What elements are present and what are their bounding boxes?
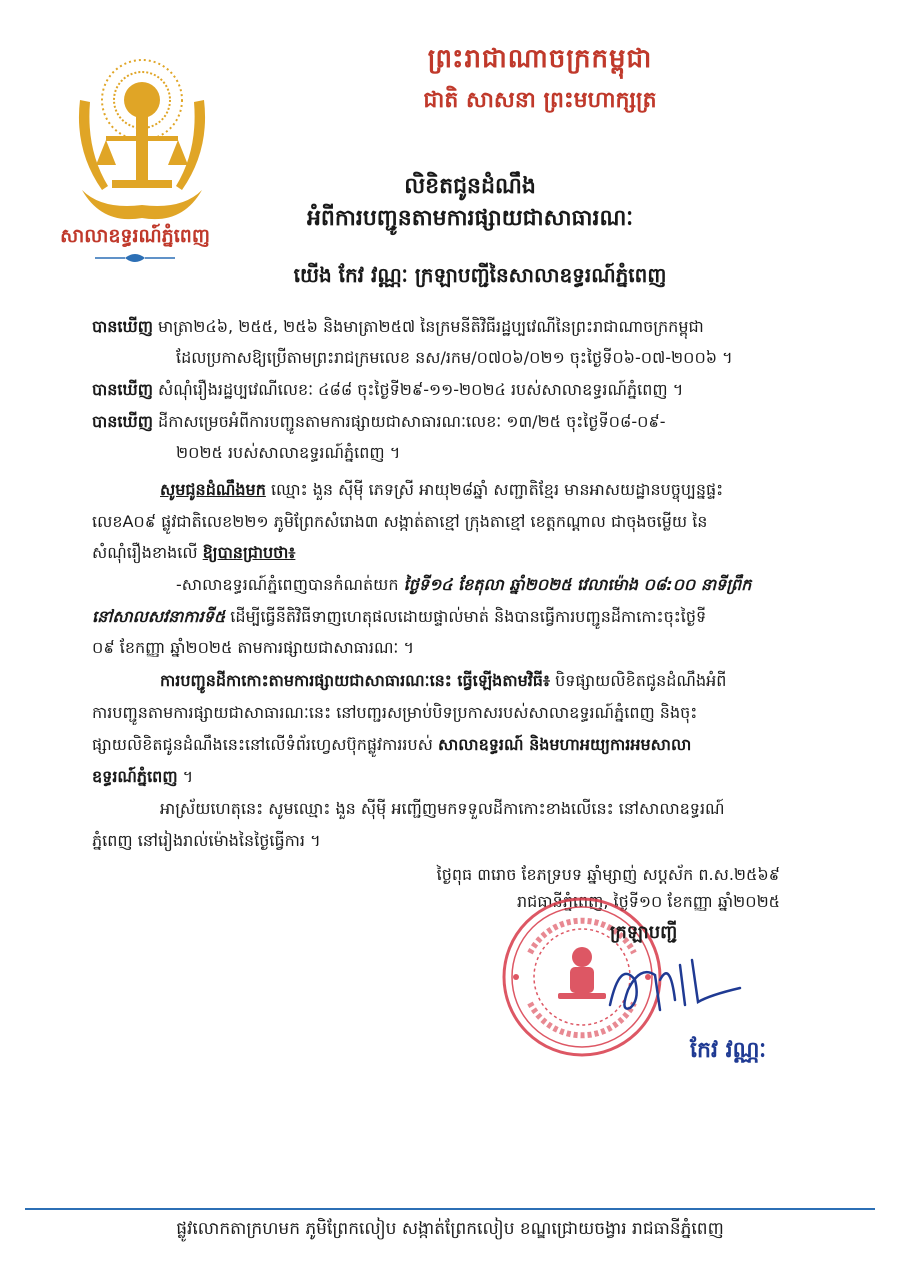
notice-p3-line-4 bbox=[92, 765, 193, 789]
notice-text: ឈ្មោះ ងួន ស៊ីម៉ី ភេទស្រី អាយុ២៨ឆ្នាំ សញ្ជាតិខ្មែរ មានអាសយដ្ឋានបច្ចុប្បន្នផ្ទះ bbox=[270, 480, 724, 499]
notice-text: សំណុំរឿងខាងលើ bbox=[92, 543, 198, 562]
notice-p4-line-1: អាស្រ័យហេតុនេះ សូមឈ្មោះ ងួន ស៊ីម៉ី អញ្ជើញមកទទួលដីកាកោះខាងលើនេះ នៅសាលាឧទ្ធរណ៍ bbox=[160, 799, 725, 818]
consideration-text: ដីកាសម្រេចអំពីការបញ្ជូនតាមការផ្សាយជាសាធារណៈលេខៈ ១៣/២៥ ចុះថ្ងៃទី០៨-០៩- bbox=[158, 412, 666, 431]
notice-text: ផ្សាយលិខិតជូនដំណឹងនេះនៅលើទំព័រហ្វេសប៊ុកផ្លូវការរបស់ bbox=[92, 735, 433, 754]
notice-p1-line-1 bbox=[160, 478, 723, 502]
notice-p3-line-1 bbox=[160, 669, 726, 693]
notice-emphasis: ការបញ្ជូនដីកាកោះតាមការផ្សាយជាសាធារណៈនេះ ធ្វើឡើងតាមវិធី៖ bbox=[160, 671, 550, 690]
document-title: លិខិតជូនដំណឹង bbox=[404, 174, 536, 199]
notice-text: ។ bbox=[182, 767, 194, 786]
notice-p1-line-2: លេខA០៩ ផ្លូវជាតិលេខ២២១ ភូមិព្រែកសំរោង៣ សង្កាត់តាខ្មៅ ក្រុងតាខ្មៅ ខេត្តកណ្ដាល ជាចុងចម្លើយ នៃ bbox=[92, 512, 708, 531]
court-name: សាលាឧទ្ធរណ៍ភ្នំពេញ bbox=[60, 225, 210, 247]
notice-p2-line-3: ០៩ ខែកញ្ញា ឆ្នាំ២០២៥ តាមការផ្សាយជាសាធារណៈ ។ bbox=[92, 638, 415, 657]
consideration-3-line-1 bbox=[92, 410, 666, 434]
notice-emphasis: សាលាឧទ្ធរណ៍ និងមហាអយ្យការអមសាលា bbox=[437, 735, 692, 754]
notice-p3-line-3 bbox=[92, 733, 691, 757]
notice-p3-line-2: ការបញ្ជូនតាមការផ្សាយជាសាធារណៈនេះ នៅបញ្ជរសម្រាប់បិទប្រកាសរបស់សាលាឧទ្ធរណ៍ភ្នំពេញ និងចុះ bbox=[92, 703, 698, 722]
notice-lead: សូមជូនដំណឹងមក bbox=[160, 480, 266, 499]
consideration-label: បានឃើញ bbox=[92, 380, 153, 399]
handwritten-signature-icon bbox=[600, 950, 750, 1020]
notice-emphasis: ឱ្យបានជ្រាបថា៖ bbox=[202, 543, 296, 562]
footer-address: ផ្លូវលោកតាក្រហមក ភូមិព្រែកលៀប សង្កាត់ព្រែកលៀប ខណ្ឌជ្រោយចង្វារ រាជធានីភ្នំពេញ bbox=[176, 1219, 724, 1239]
hearing-room: នៅសាលសវនាការទី៥ bbox=[92, 607, 226, 626]
consideration-text: សំណុំរឿងរដ្ឋប្បវេណីលេខៈ ៤៨៨ ចុះថ្ងៃទី២៩-១១-២០២៤ របស់សាលាឧទ្ធរណ៍ភ្នំពេញ ។ bbox=[158, 380, 684, 399]
notice-p2-line-1 bbox=[176, 573, 751, 597]
signer-title: ក្រឡាបញ្ជី bbox=[610, 922, 678, 943]
consideration-label: បានឃើញ bbox=[92, 317, 153, 336]
kingdom-heading: ព្រះរាជាណាចក្រកម្ពុជា bbox=[427, 44, 653, 74]
consideration-1-line-1 bbox=[92, 315, 704, 339]
footer-divider bbox=[25, 1208, 875, 1210]
notice-p1-line-3 bbox=[92, 541, 295, 565]
lunar-date: ថ្ងៃពុធ ៣រោច ខែភទ្របទ ឆ្នាំម្សាញ់ សប្តស័ក ព.ស.២៥៦៩ bbox=[436, 865, 780, 884]
issuer-line: យើង កែវ វណ្ណៈ ក្រឡាបញ្ជីនៃសាលាឧទ្ធរណ៍ភ្នំពេញ bbox=[293, 263, 667, 287]
notice-p2-line-2 bbox=[92, 605, 706, 629]
notice-text: -សាលាឧទ្ធរណ៍ភ្នំពេញបានកំណត់យក bbox=[176, 575, 399, 594]
consideration-label: បានឃើញ bbox=[92, 412, 153, 431]
notice-text: បិទផ្សាយលិខិតជូនដំណឹងអំពី bbox=[555, 671, 727, 690]
notice-text: ដើម្បីធ្វើនីតិវិធីទាញហេតុផលដោយផ្ទាល់មាត់ និងបានធ្វើការបញ្ជូនដីកាកោះចុះថ្ងៃទី bbox=[230, 607, 707, 626]
consideration-2-line-1 bbox=[92, 378, 683, 402]
consideration-text: មាត្រា២៤៦, ២៥៥, ២៥៦ និងមាត្រា២៥៧ នៃក្រមនីតិវិធីរដ្ឋប្បវេណីនៃព្រះរាជាណាចក្រកម្ពុជា bbox=[158, 317, 704, 336]
notice-emphasis: ឧទ្ធរណ៍ភ្នំពេញ bbox=[92, 767, 178, 786]
consideration-3-line-2: ២០២៥ របស់សាលាឧទ្ធរណ៍ភ្នំពេញ ។ bbox=[176, 443, 401, 462]
court-emblem-icon bbox=[72, 40, 212, 230]
national-motto: ជាតិ សាសនា ព្រះមហាក្សត្រ bbox=[423, 88, 657, 113]
solar-date: រាជធានីភ្នំពេញ, ថ្ងៃទី១០ ខែកញ្ញា ឆ្នាំ២០២៥ bbox=[517, 892, 780, 911]
signer-name: កែវ វណ្ណៈ bbox=[690, 1038, 767, 1063]
document-subtitle: អំពីការបញ្ជូនតាមការផ្សាយជាសាធារណៈ bbox=[306, 206, 634, 231]
notice-p4-line-2: ភ្នំពេញ នៅរៀងរាល់ម៉ោងនៃថ្ងៃធ្វើការ ។ bbox=[92, 831, 321, 850]
consideration-1-line-2: ដែលប្រកាសឱ្យប្រើតាមព្រះរាជក្រមលេខ នស/រកម/០៧០៦/០២១ ចុះថ្ងៃទី០៦-០៧-២០០៦ ។ bbox=[176, 348, 733, 367]
hearing-date: ថ្ងៃទី១៤ ខែតុលា ឆ្នាំ២០២៥ វេលាម៉ោង ០៨:០០ នាទីព្រឹក bbox=[403, 575, 752, 594]
